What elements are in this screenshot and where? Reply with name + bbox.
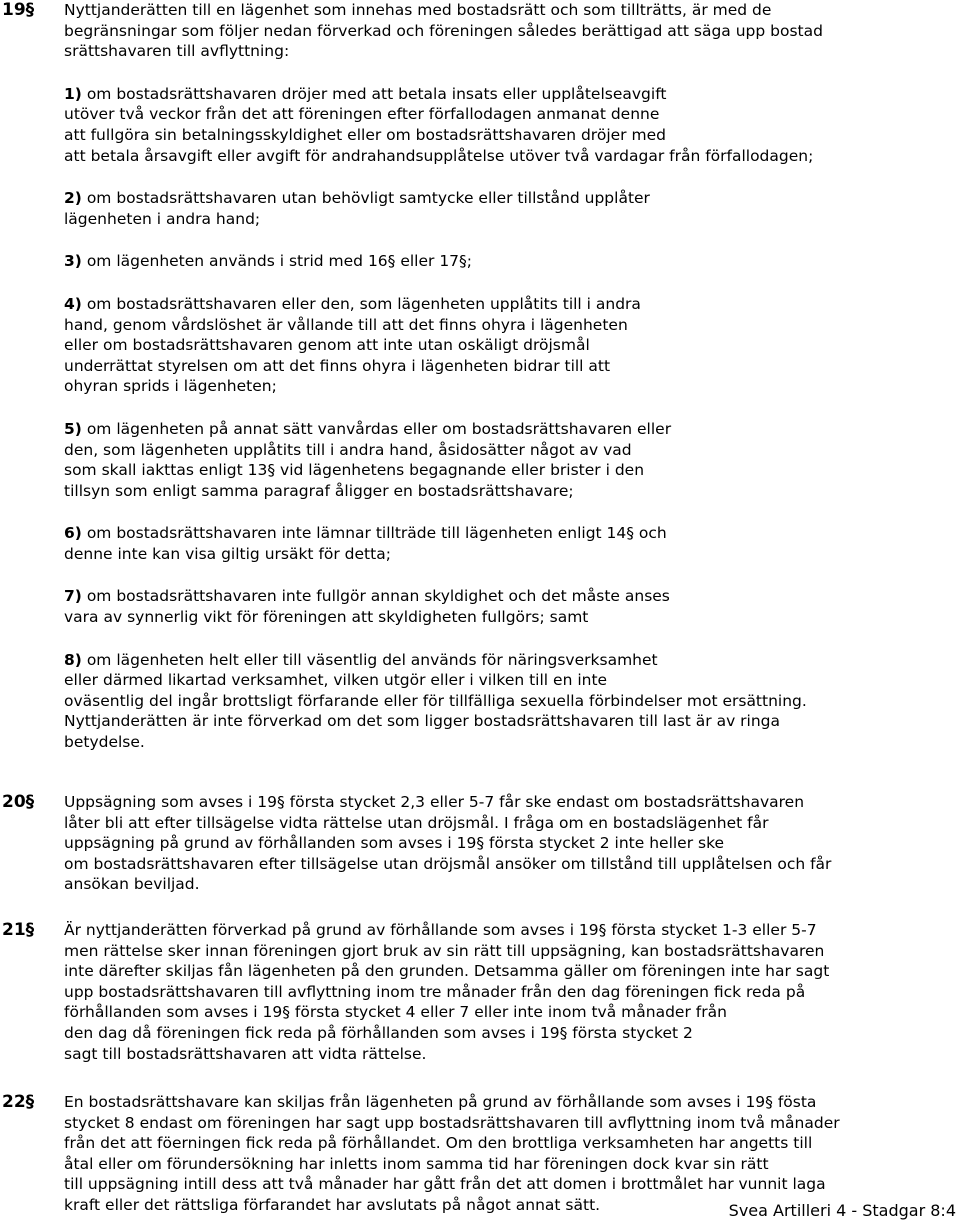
- item-label: 7): [64, 587, 82, 606]
- list-item-7: [64, 586, 960, 627]
- page-footer: Svea Artilleri 4 - Stadgar 8:4: [728, 1201, 956, 1220]
- text-line: srättshavaren till avflyttning:: [64, 42, 290, 61]
- text-line: Är nyttjanderätten förverkad på grund av förhållande som avses i 19§ första stycket 1-3 eller 5-7: [64, 921, 817, 939]
- text-line: tillsyn som enligt samma paragraf åligger en bostadsrättshavare;: [64, 481, 574, 500]
- list-item-2: [64, 188, 960, 229]
- text-line: ohyran sprids i lägenheten;: [64, 377, 277, 396]
- text-line: vara av synnerlig vikt för föreningen att skyldigheten fullgörs; samt: [64, 608, 589, 627]
- text-line: hand, genom vårdslöshet är vållande till att det finns ohyra i lägenheten: [64, 315, 628, 334]
- list-item-8: [64, 650, 960, 753]
- item-label: 5): [64, 419, 82, 438]
- text-line: Nyttjanderätten är inte förverkad om det som ligger bostadsrättshavaren till last är av ringa: [64, 712, 781, 731]
- list-item-1: [64, 84, 960, 166]
- text-line: om lägenheten helt eller till väsentlig del används för näringsverksamhet: [86, 650, 658, 669]
- text-line: om bostadsrättshavaren dröjer med att betala insats eller upplåtelseavgift: [86, 84, 667, 103]
- text-line: om lägenheten på annat sätt vanvårdas eller om bostadsrättshavaren eller: [86, 419, 672, 438]
- list-item-5: [64, 419, 960, 501]
- text-line: Uppsägning som avses i 19§ första stycket 2,3 eller 5-7 får ske endast om bostadsrättshavaren: [64, 793, 805, 811]
- text-line: kraft eller det rättsliga förfarandet har avslutats på något annat sätt.: [64, 1195, 601, 1214]
- text-line: eller om bostadsrättshavaren genom att inte utan oskäligt dröjsmål: [64, 336, 590, 355]
- text-line: ansökan beviljad.: [64, 875, 200, 894]
- text-line: från det att föerningen fick reda på förhållandet. Om den brottliga verksamheten har angetts till: [64, 1134, 813, 1153]
- section-number: 19§: [2, 0, 35, 20]
- text-line: låter bli att efter tillsägelse vidta rättelse utan dröjsmål. I fråga om en bostadslägenhet får: [64, 813, 769, 832]
- text-line: utöver två veckor från det att föreningen efter förfallodagen anmanat denne: [64, 105, 660, 124]
- text-line: Nyttjanderätten till en lägenhet som innehas med bostadsrätt och som tillträtts, är med de: [64, 1, 772, 19]
- text-line: om bostadsrättshavaren efter tillsägelse utan dröjsmål ansöker om tillstånd till upplåtelsen och får: [64, 854, 832, 873]
- section-number: 21§: [2, 920, 35, 940]
- list-item-6: [64, 523, 960, 564]
- section-body: [64, 1092, 960, 1216]
- text-line: till uppsägning intill dess att två månader har gått från det att domen i brottmålet har vunnit laga: [64, 1175, 826, 1194]
- text-line: betydelse.: [64, 733, 145, 752]
- section-body: [64, 792, 960, 895]
- list-item-3: [64, 251, 960, 272]
- text-line: åtal eller om förundersökning har inletts inom samma tid har föreningen dock kvar sin rätt: [64, 1154, 769, 1173]
- text-line: uppsägning på grund av förhållanden som avses i 19§ första stycket 2 inte heller ske: [64, 834, 725, 853]
- text-line: om lägenheten används i strid med 16§ eller 17§;: [86, 252, 473, 271]
- text-line: begränsningar som följer nedan förverkad och föreningen således berättigad att säga upp bostad: [64, 21, 823, 40]
- text-line: den dag då föreningen fick reda på förhållanden som avses i 19§ första stycket 2: [64, 1023, 693, 1042]
- section-number: 20§: [2, 792, 35, 812]
- section-body: [64, 0, 960, 753]
- item-label: 2): [64, 189, 82, 208]
- text-line: förhållanden som avses i 19§ första stycket 4 eller 7 eller inte inom två månader från: [64, 1003, 727, 1022]
- section-body: [64, 920, 960, 1064]
- text-line: om bostadsrättshavaren inte fullgör annan skyldighet och det måste anses: [86, 587, 670, 606]
- text-line: som skall iakttas enligt 13§ vid lägenhetens begagnande eller brister i den: [64, 461, 645, 480]
- text-line: om bostadsrättshavaren eller den, som lägenheten upplåtits till i andra: [86, 294, 641, 313]
- text-line: om bostadsrättshavaren inte lämnar tillträde till lägenheten enligt 14§ och: [86, 524, 667, 543]
- text-line: stycket 8 endast om föreningen har sagt upp bostadsrättshavaren till avflyttning inom två månader: [64, 1113, 840, 1132]
- list-item-4: [64, 294, 960, 397]
- text-line: att betala årsavgift eller avgift för andrahandsupplåtelse utöver två vardagar från förfallodagen;: [64, 146, 814, 165]
- text-line: upp bostadsrättshavaren till avflyttning inom tre månader från den dag föreningen fick reda på: [64, 982, 806, 1001]
- text-line: inte därefter skiljas fån lägenheten på den grunden. Detsamma gäller om föreningen inte har sagt: [64, 962, 830, 981]
- text-line: att fullgöra sin betalningsskyldighet eller om bostadsrättshavaren dröjer med: [64, 125, 666, 144]
- item-label: 8): [64, 650, 82, 669]
- text-line: eller därmed likartad verksamhet, vilken utgör eller i vilken till en inte: [64, 671, 608, 690]
- item-label: 3): [64, 252, 82, 271]
- text-line: denne inte kan visa giltig ursäkt för detta;: [64, 544, 391, 563]
- text-line: lägenheten i andra hand;: [64, 209, 261, 228]
- section-number: 22§: [2, 1092, 35, 1112]
- text-line: underrättat styrelsen om att det finns ohyra i lägenheten bidrar till att: [64, 356, 611, 375]
- text-line: men rättelse sker innan föreningen gjort bruk av sin rätt till uppsägning, kan bostadsrättshavaren: [64, 941, 825, 960]
- text-line: den, som lägenheten upplåtits till i andra hand, åsidosätter något av vad: [64, 440, 632, 459]
- item-label: 4): [64, 294, 82, 313]
- text-line: om bostadsrättshavaren utan behövligt samtycke eller tillstånd upplåter: [86, 189, 650, 208]
- text-line: En bostadsrättshavare kan skiljas från lägenheten på grund av förhållande som avses i 19§ fösta: [64, 1093, 817, 1111]
- item-label: 1): [64, 84, 82, 103]
- text-line: oväsentlig del ingår brottsligt förfarande eller för tillfälliga sexuella förbindelser mot ersättning.: [64, 691, 807, 710]
- text-line: sagt till bostadsrättshavaren att vidta rättelse.: [64, 1044, 427, 1063]
- item-label: 6): [64, 524, 82, 543]
